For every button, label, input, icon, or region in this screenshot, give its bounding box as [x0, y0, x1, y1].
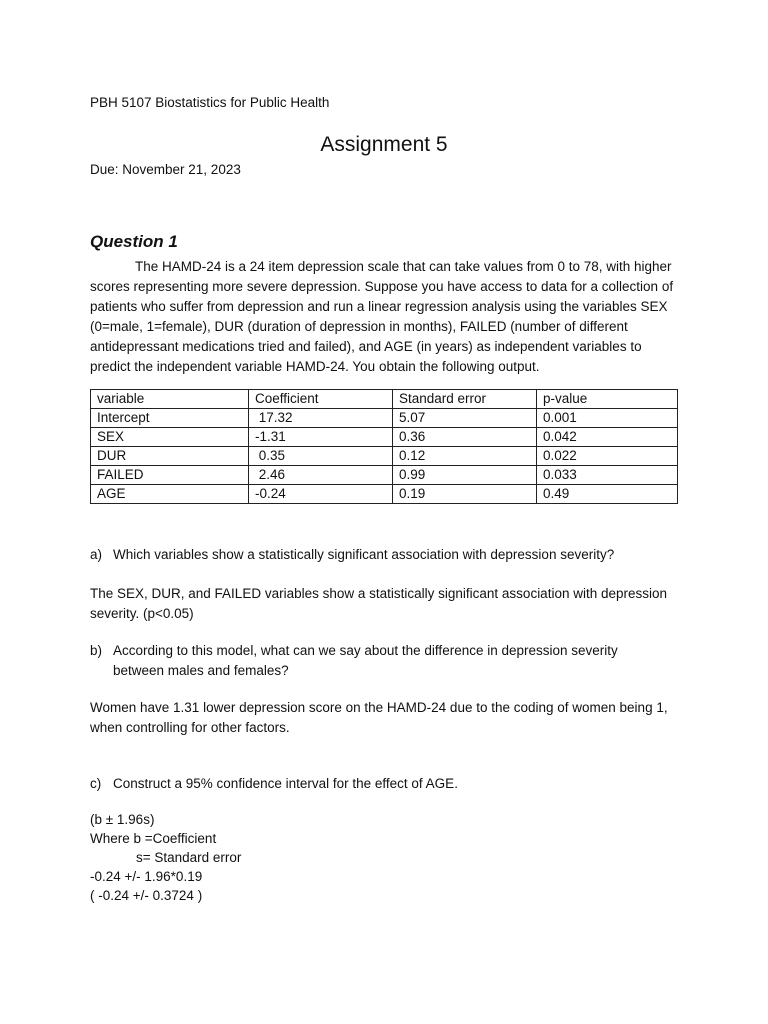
table-row — [91, 466, 678, 485]
part-b-question-text: According to this model, what can we say about the difference in depression severity between males and females? — [113, 643, 618, 678]
question-intro — [90, 257, 680, 377]
table-header-cell: p-value — [537, 390, 678, 409]
table-cell: SEX — [91, 428, 249, 447]
course-title: PBH 5107 Biostatistics for Public Health — [90, 95, 330, 110]
table-header-cell: variable — [91, 390, 249, 409]
table-cell: 0.001 — [537, 409, 678, 428]
part-c-question-text: Construct a 95% confidence interval for the effect of AGE. — [113, 776, 458, 791]
part-a-answer: The SEX, DUR, and FAILED variables show a statistically significant association with depression severity. (p<0.05) — [90, 586, 668, 621]
ci-where-s: s= Standard error — [136, 850, 242, 865]
table-cell: 0.022 — [537, 447, 678, 466]
ci-where-b: Where b =Coefficient — [90, 831, 217, 846]
ci-calculation: -0.24 +/- 1.96*0.19 — [90, 869, 203, 884]
table-row — [91, 409, 678, 428]
regression-table — [90, 389, 678, 504]
table-cell: 17.32 — [249, 409, 393, 428]
table-cell: DUR — [91, 447, 249, 466]
table-row — [91, 447, 678, 466]
table-cell: -1.31 — [249, 428, 393, 447]
table-header-cell: Standard error — [393, 390, 537, 409]
part-a-question — [90, 545, 670, 565]
part-c-work — [90, 810, 241, 905]
table-cell: FAILED — [91, 466, 249, 485]
table-cell: AGE — [91, 485, 249, 504]
part-b-question — [90, 641, 670, 681]
table-cell: -0.24 — [249, 485, 393, 504]
ci-result: ( -0.24 +/- 0.3724 ) — [90, 888, 203, 903]
table-cell: 0.49 — [537, 485, 678, 504]
table-cell: 0.042 — [537, 428, 678, 447]
table-cell: 0.36 — [393, 428, 537, 447]
part-a-question-text: Which variables show a statistically significant association with depression severity? — [113, 547, 615, 562]
table-cell: Intercept — [91, 409, 249, 428]
ci-formula: (b ± 1.96s) — [90, 812, 155, 827]
table-header-cell: Coefficient — [249, 390, 393, 409]
part-b-label: b) — [90, 643, 103, 658]
table-header-row — [91, 390, 678, 409]
table-cell: 0.033 — [537, 466, 678, 485]
table-cell: 0.19 — [393, 485, 537, 504]
table-cell: 0.99 — [393, 466, 537, 485]
question-intro-text: The HAMD-24 is a 24 item depression scale that can take values from 0 to 78, with higher scores representing more severe depression. Suppose you have access to data for a collection of patients who suffer from depression and run a linear regression analysis using the variables SEX (0=male, 1=female), DUR (duration of depression in months), FAILED (number of different antidepressant medications tried and failed), and AGE (in years) as independent variables to predict the independent variable HAMD-24. You obtain the following output. — [90, 259, 674, 374]
table-row — [91, 485, 678, 504]
assignment-title: Assignment 5 — [320, 133, 448, 156]
table-cell: 0.12 — [393, 447, 537, 466]
part-c-question — [90, 774, 670, 794]
part-b-answer: Women have 1.31 lower depression score on the HAMD-24 due to the coding of women being 1, when controlling for other factors. — [90, 700, 668, 735]
part-c-label: c) — [90, 776, 102, 791]
table-cell: 5.07 — [393, 409, 537, 428]
table-cell: 2.46 — [249, 466, 393, 485]
question-heading: Question 1 — [90, 232, 178, 251]
due-date: Due: November 21, 2023 — [90, 162, 241, 177]
table-cell: 0.35 — [249, 447, 393, 466]
table-row — [91, 428, 678, 447]
part-a-label: a) — [90, 547, 103, 562]
